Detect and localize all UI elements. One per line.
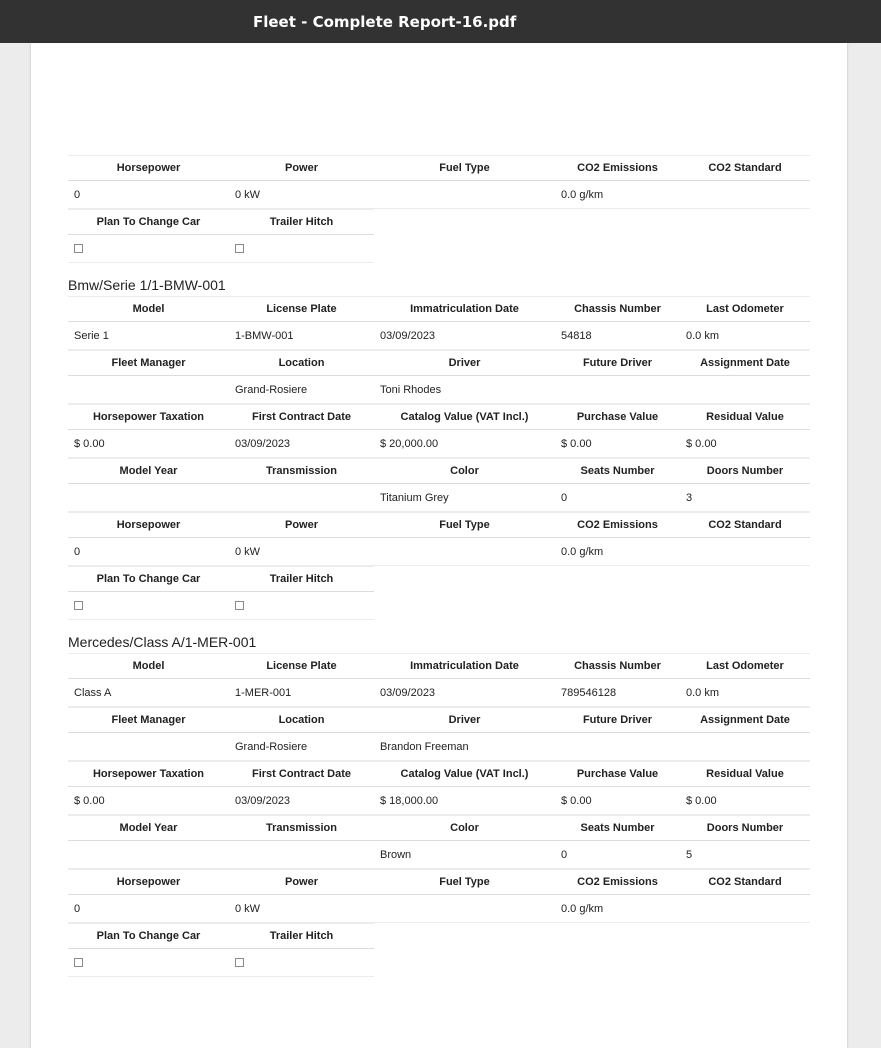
value-doors-number: 5 xyxy=(686,848,693,861)
trailer-hitch-checkbox xyxy=(235,244,244,253)
value-chassis-number: 54818 xyxy=(561,329,592,342)
header-row xyxy=(68,155,810,181)
value-license-plate: 1-BMW-001 xyxy=(235,329,294,342)
value-horsepower-taxation: $ 0.00 xyxy=(74,437,105,450)
value-horsepower: 0 xyxy=(74,902,81,915)
header-seats-number: Seats Number xyxy=(580,822,655,834)
value-first-contract-date: 03/09/2023 xyxy=(235,437,291,450)
vehicle-block xyxy=(68,627,810,977)
header-fleet-manager: Fleet Manager xyxy=(111,357,186,369)
header-co2-emissions: CO2 Emissions xyxy=(577,519,658,531)
value-purchase-value: $ 0.00 xyxy=(561,437,592,450)
header-trailer-hitch: Trailer Hitch xyxy=(269,930,334,942)
report-content xyxy=(68,155,810,977)
header-co2-standard: CO2 Standard xyxy=(708,162,782,174)
value-driver: Brandon Freeman xyxy=(380,740,469,753)
trailer-hitch-checkbox xyxy=(235,601,244,610)
value-location: Grand-Rosiere xyxy=(235,383,308,396)
window-title: Fleet - Complete Report-16.pdf xyxy=(253,12,517,31)
header-plan-to-change-car: Plan To Change Car xyxy=(96,930,201,942)
vehicle-title: Bmw/Serie 1/1-BMW-001 xyxy=(68,277,226,293)
header-horsepower: Horsepower xyxy=(116,876,181,888)
header-row xyxy=(68,458,810,484)
header-model-year: Model Year xyxy=(119,822,178,834)
header-doors-number: Doors Number xyxy=(706,465,784,477)
header-co2-standard: CO2 Standard xyxy=(708,876,782,888)
header-model: Model xyxy=(132,303,165,315)
header-row xyxy=(68,707,810,733)
value-row xyxy=(68,949,374,977)
header-assignment-date: Assignment Date xyxy=(700,357,790,369)
header-seats-number: Seats Number xyxy=(580,465,655,477)
window-title-bar xyxy=(0,0,881,43)
header-row xyxy=(68,923,374,949)
value-row xyxy=(68,430,810,458)
value-co2-emissions: 0.0 g/km xyxy=(561,545,604,558)
header-power: Power xyxy=(284,162,318,174)
header-row xyxy=(68,350,810,376)
plan-to-change-car-checkbox xyxy=(74,244,83,253)
header-residual-value: Residual Value xyxy=(706,768,784,780)
header-trailer-hitch: Trailer Hitch xyxy=(269,573,334,585)
value-catalog-value: $ 18,000.00 xyxy=(380,794,439,807)
value-row xyxy=(68,235,374,263)
trailer-hitch-checkbox xyxy=(235,958,244,967)
header-purchase-value: Purchase Value xyxy=(576,768,659,780)
value-row xyxy=(68,895,810,923)
header-future-driver: Future Driver xyxy=(582,357,653,369)
value-power: 0 kW xyxy=(235,902,261,915)
header-horsepower: Horsepower xyxy=(116,519,181,531)
header-model: Model xyxy=(132,660,165,672)
header-future-driver: Future Driver xyxy=(582,714,653,726)
value-last-odometer: 0.0 km xyxy=(686,686,720,699)
value-row xyxy=(68,538,810,566)
header-horsepower-taxation: Horsepower Taxation xyxy=(92,768,205,780)
header-last-odometer: Last Odometer xyxy=(706,303,784,315)
value-license-plate: 1-MER-001 xyxy=(235,686,292,699)
value-color: Brown xyxy=(380,848,412,861)
value-row xyxy=(68,322,810,350)
value-horsepower: 0 xyxy=(74,545,81,558)
header-row xyxy=(68,512,810,538)
value-seats-number: 0 xyxy=(561,491,568,504)
header-transmission: Transmission xyxy=(266,465,337,477)
header-immatriculation-date: Immatriculation Date xyxy=(410,660,519,672)
plan-to-change-car-checkbox xyxy=(74,958,83,967)
header-horsepower: Horsepower xyxy=(116,162,181,174)
pdf-page[interactable] xyxy=(31,43,847,1048)
header-first-contract-date: First Contract Date xyxy=(251,768,352,780)
header-first-contract-date: First Contract Date xyxy=(251,411,352,423)
header-co2-emissions: CO2 Emissions xyxy=(577,876,658,888)
header-driver: Driver xyxy=(448,357,481,369)
header-power: Power xyxy=(284,519,318,531)
value-last-odometer: 0.0 km xyxy=(686,329,720,342)
header-chassis-number: Chassis Number xyxy=(574,303,661,315)
header-location: Location xyxy=(278,357,325,369)
plan-to-change-car-checkbox xyxy=(74,601,83,610)
header-trailer-hitch: Trailer Hitch xyxy=(269,216,334,228)
header-fuel-type: Fuel Type xyxy=(439,519,490,531)
header-color: Color xyxy=(450,822,479,834)
header-row xyxy=(68,815,810,841)
value-model: Class A xyxy=(74,686,112,699)
value-driver: Toni Rhodes xyxy=(380,383,442,396)
header-horsepower-taxation: Horsepower Taxation xyxy=(92,411,205,423)
value-row xyxy=(68,592,374,620)
header-model-year: Model Year xyxy=(119,465,178,477)
header-row xyxy=(68,761,810,787)
value-row xyxy=(68,841,810,869)
header-assignment-date: Assignment Date xyxy=(700,714,790,726)
header-power: Power xyxy=(284,876,318,888)
value-immatriculation-date: 03/09/2023 xyxy=(380,686,436,699)
value-power: 0 kW xyxy=(235,188,261,201)
header-catalog-value: Catalog Value (VAT Incl.) xyxy=(400,411,529,423)
vehicle-block-partial xyxy=(68,155,810,263)
value-row xyxy=(68,484,810,512)
value-location: Grand-Rosiere xyxy=(235,740,308,753)
value-seats-number: 0 xyxy=(561,848,568,861)
header-row xyxy=(68,869,810,895)
value-doors-number: 3 xyxy=(686,491,693,504)
header-row xyxy=(68,653,810,679)
header-row xyxy=(68,296,810,322)
header-co2-emissions: CO2 Emissions xyxy=(577,162,658,174)
header-co2-standard: CO2 Standard xyxy=(708,519,782,531)
header-doors-number: Doors Number xyxy=(706,822,784,834)
value-immatriculation-date: 03/09/2023 xyxy=(380,329,436,342)
header-row xyxy=(68,404,810,430)
header-chassis-number: Chassis Number xyxy=(574,660,661,672)
header-license-plate: License Plate xyxy=(266,660,337,672)
value-residual-value: $ 0.00 xyxy=(686,794,717,807)
vehicle-title: Mercedes/Class A/1-MER-001 xyxy=(68,634,257,650)
header-license-plate: License Plate xyxy=(266,303,337,315)
header-row xyxy=(68,209,374,235)
value-co2-emissions: 0.0 g/km xyxy=(561,188,604,201)
header-fuel-type: Fuel Type xyxy=(439,162,490,174)
value-chassis-number: 789546128 xyxy=(561,686,617,699)
value-row xyxy=(68,787,810,815)
value-row xyxy=(68,733,810,761)
header-residual-value: Residual Value xyxy=(706,411,784,423)
value-residual-value: $ 0.00 xyxy=(686,437,717,450)
header-fuel-type: Fuel Type xyxy=(439,876,490,888)
header-plan-to-change-car: Plan To Change Car xyxy=(96,216,201,228)
header-color: Color xyxy=(450,465,479,477)
value-horsepower: 0 xyxy=(74,188,81,201)
value-first-contract-date: 03/09/2023 xyxy=(235,794,291,807)
vehicle-block xyxy=(68,270,810,620)
value-horsepower-taxation: $ 0.00 xyxy=(74,794,105,807)
value-power: 0 kW xyxy=(235,545,261,558)
header-plan-to-change-car: Plan To Change Car xyxy=(96,573,201,585)
value-co2-emissions: 0.0 g/km xyxy=(561,902,604,915)
value-row xyxy=(68,376,810,404)
header-fleet-manager: Fleet Manager xyxy=(111,714,186,726)
header-transmission: Transmission xyxy=(266,822,337,834)
value-purchase-value: $ 0.00 xyxy=(561,794,592,807)
header-last-odometer: Last Odometer xyxy=(706,660,784,672)
header-driver: Driver xyxy=(448,714,481,726)
header-catalog-value: Catalog Value (VAT Incl.) xyxy=(400,768,529,780)
value-row xyxy=(68,679,810,707)
header-immatriculation-date: Immatriculation Date xyxy=(410,303,519,315)
header-row xyxy=(68,566,374,592)
value-model: Serie 1 xyxy=(74,329,109,342)
header-purchase-value: Purchase Value xyxy=(576,411,659,423)
value-catalog-value: $ 20,000.00 xyxy=(380,437,439,450)
value-row xyxy=(68,181,810,209)
value-color: Titanium Grey xyxy=(380,491,449,504)
header-location: Location xyxy=(278,714,325,726)
